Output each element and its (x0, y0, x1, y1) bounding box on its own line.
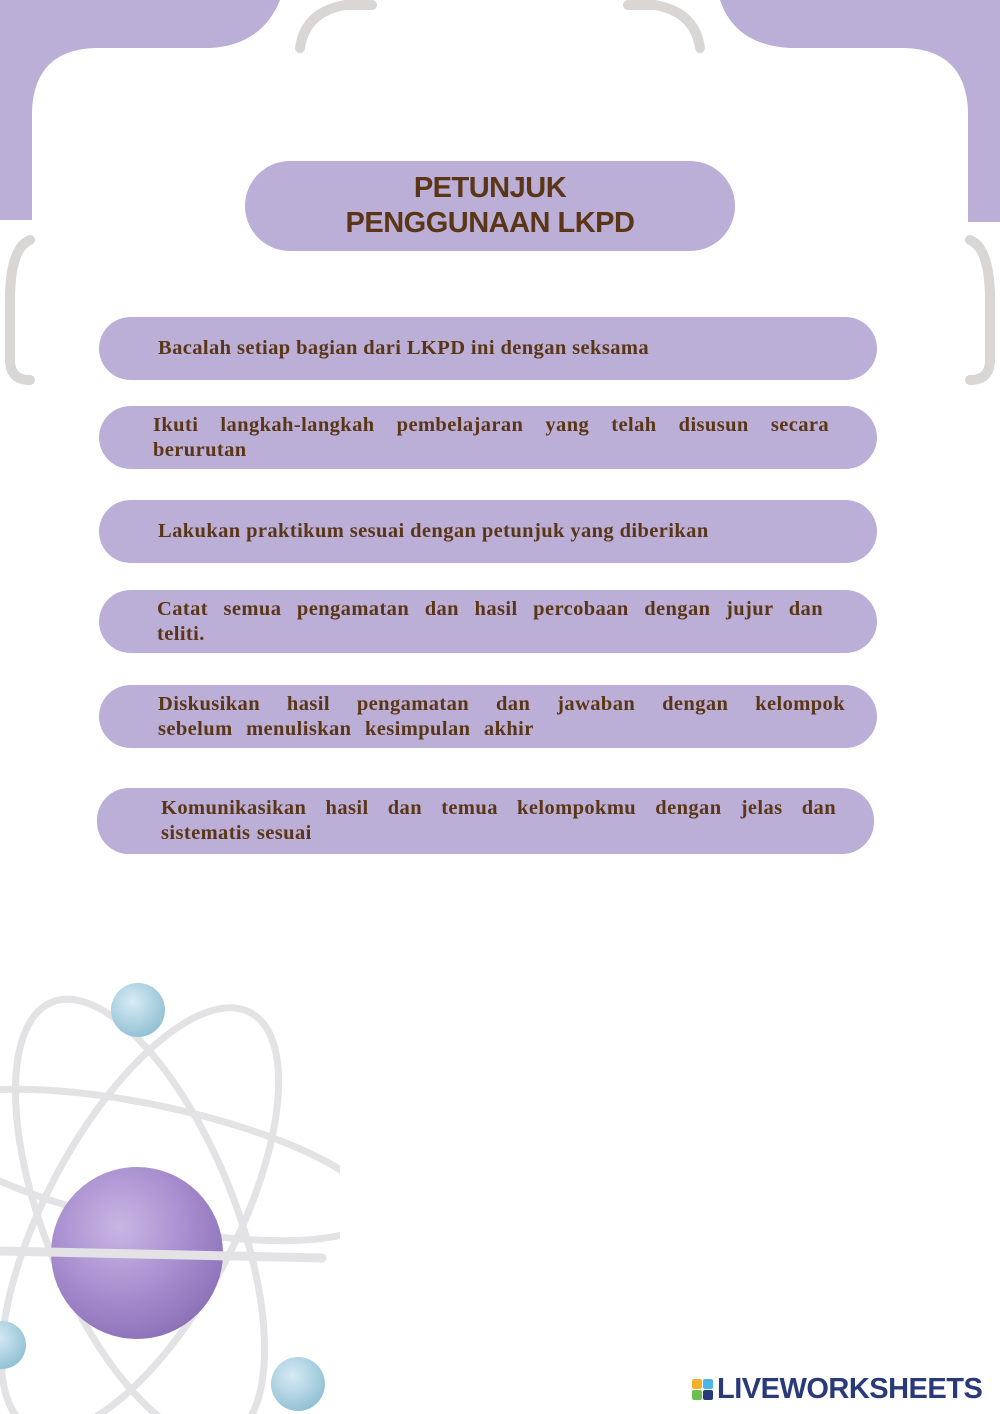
instruction-text: Lakukan praktikum sesuai dengan petunjuk yang diberikan (158, 520, 709, 542)
instruction-item-2 (99, 406, 877, 469)
instruction-text: Ikuti langkah-langkah pembelajaran yang telah disusun secara berurutan (153, 413, 829, 461)
instruction-item-5 (99, 685, 877, 748)
instruction-item-6 (97, 788, 874, 854)
page-title (245, 161, 735, 251)
instruction-text: Catat semua pengamatan dan hasil percobaan dengan jujur dan teliti. (157, 597, 823, 645)
instruction-item-1 (99, 317, 877, 380)
instruction-item-3 (99, 500, 877, 563)
instruction-item-4 (99, 590, 877, 653)
instruction-text: Bacalah setiap bagian dari LKPD ini dengan seksama (158, 337, 650, 359)
instruction-text: Diskusikan hasil pengamatan dan jawaban dengan kelompok sebelum menuliskan kesimpulan akhir (158, 692, 845, 740)
page-title-line2: PENGGUNAAN LKPD (345, 207, 635, 239)
liveworksheets-wordmark: LIVEWORKSHEETS (717, 1372, 983, 1405)
instruction-text: Komunikasikan hasil dan temua kelompokmu dengan jelas dan sistematis sesuai (161, 797, 836, 844)
liveworksheets-brand (692, 1372, 982, 1406)
atom-illustration-icon (0, 960, 340, 1414)
page-title-line1: PETUNJUK (413, 172, 567, 204)
liveworksheets-logo-icon (692, 1379, 713, 1400)
